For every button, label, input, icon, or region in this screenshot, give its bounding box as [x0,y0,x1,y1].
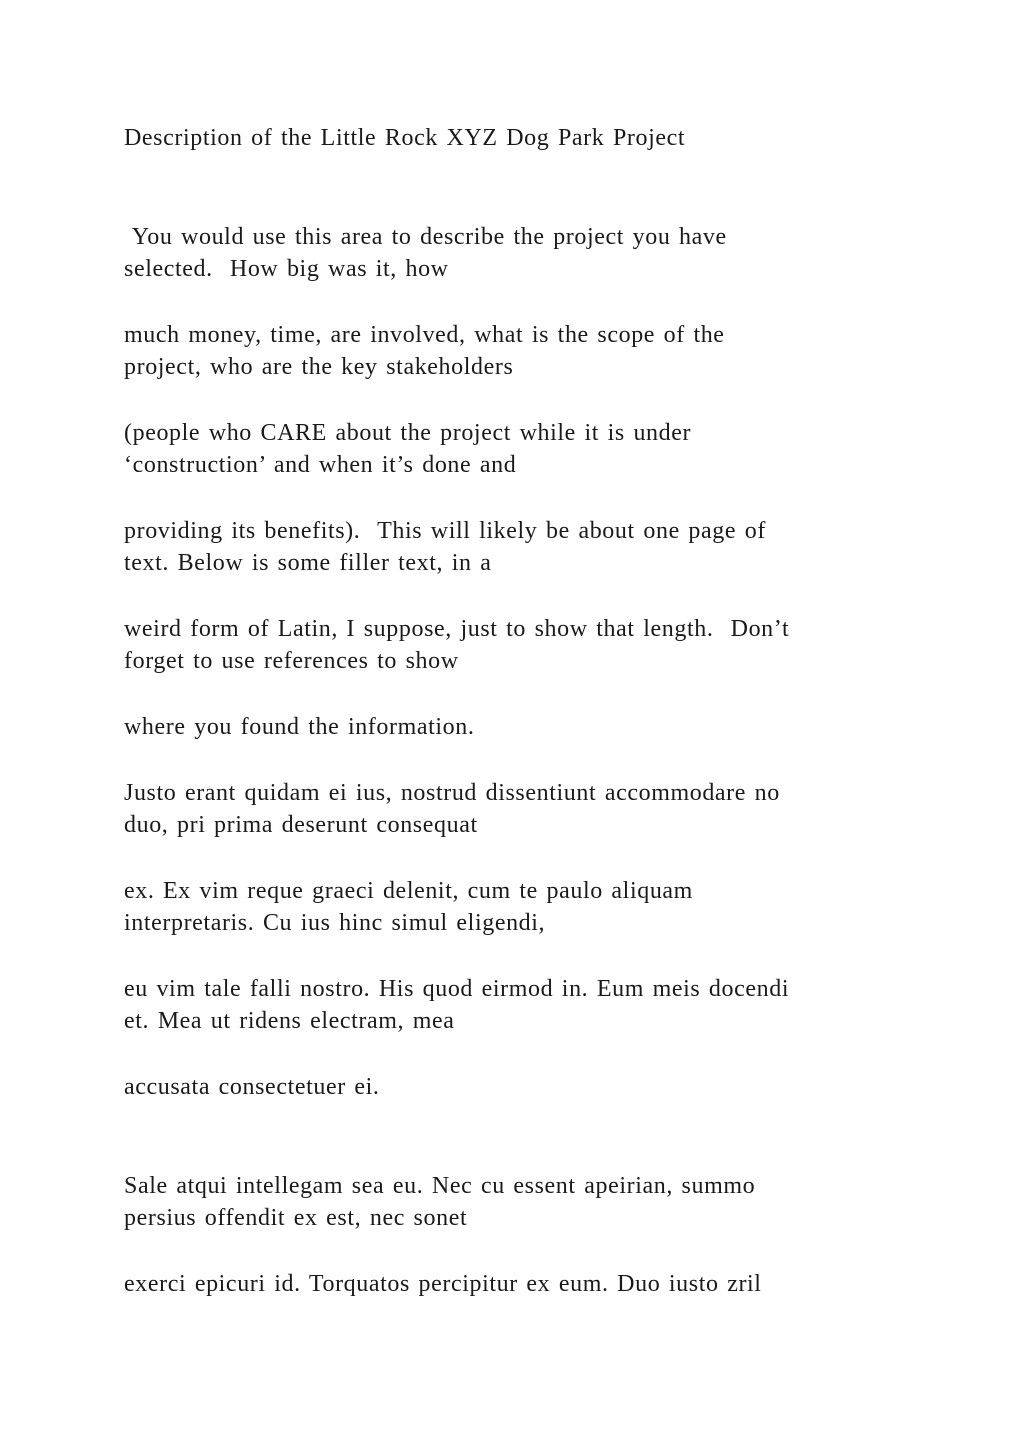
text-line: selected. How big was it, how [124,256,449,282]
text-line: accusata consectetuer ei. [124,1074,380,1100]
text-line: project, who are the key stakeholders [124,354,514,380]
text-line: much money, time, are involved, what is the scope of the [124,322,725,348]
text-line: et. Mea ut ridens electram, mea [124,1008,455,1034]
text-line: ‘construction’ and when it’s done and [124,452,517,478]
text-line: forget to use references to show [124,648,459,674]
text-line: You would use this area to describe the project you have [124,224,727,250]
document-title: Description of the Little Rock XYZ Dog Park Project [124,125,686,151]
text-line: interpretaris. Cu ius hinc simul eligendi, [124,910,546,936]
text-line: Justo erant quidam ei ius, nostrud dissentiunt accommodare no [124,780,780,806]
text-line: persius offendit ex est, nec sonet [124,1205,468,1231]
text-line: weird form of Latin, I suppose, just to show that length. Don’t [124,616,790,642]
text-line: exerci epicuri id. Torquatos percipitur ex eum. Duo iusto zril [124,1271,762,1297]
text-line: providing its benefits). This will likely be about one page of [124,518,766,544]
text-line: where you found the information. [124,714,475,740]
text-line: ex. Ex vim reque graeci delenit, cum te paulo aliquam [124,878,693,904]
text-line: eu vim tale falli nostro. His quod eirmod in. Eum meis docendi [124,976,790,1002]
text-line: text. Below is some filler text, in a [124,550,492,576]
text-line: duo, pri prima deserunt consequat [124,812,478,838]
text-line: Sale atqui intellegam sea eu. Nec cu essent apeirian, summo [124,1173,756,1199]
text-line: (people who CARE about the project while it is under [124,420,692,446]
